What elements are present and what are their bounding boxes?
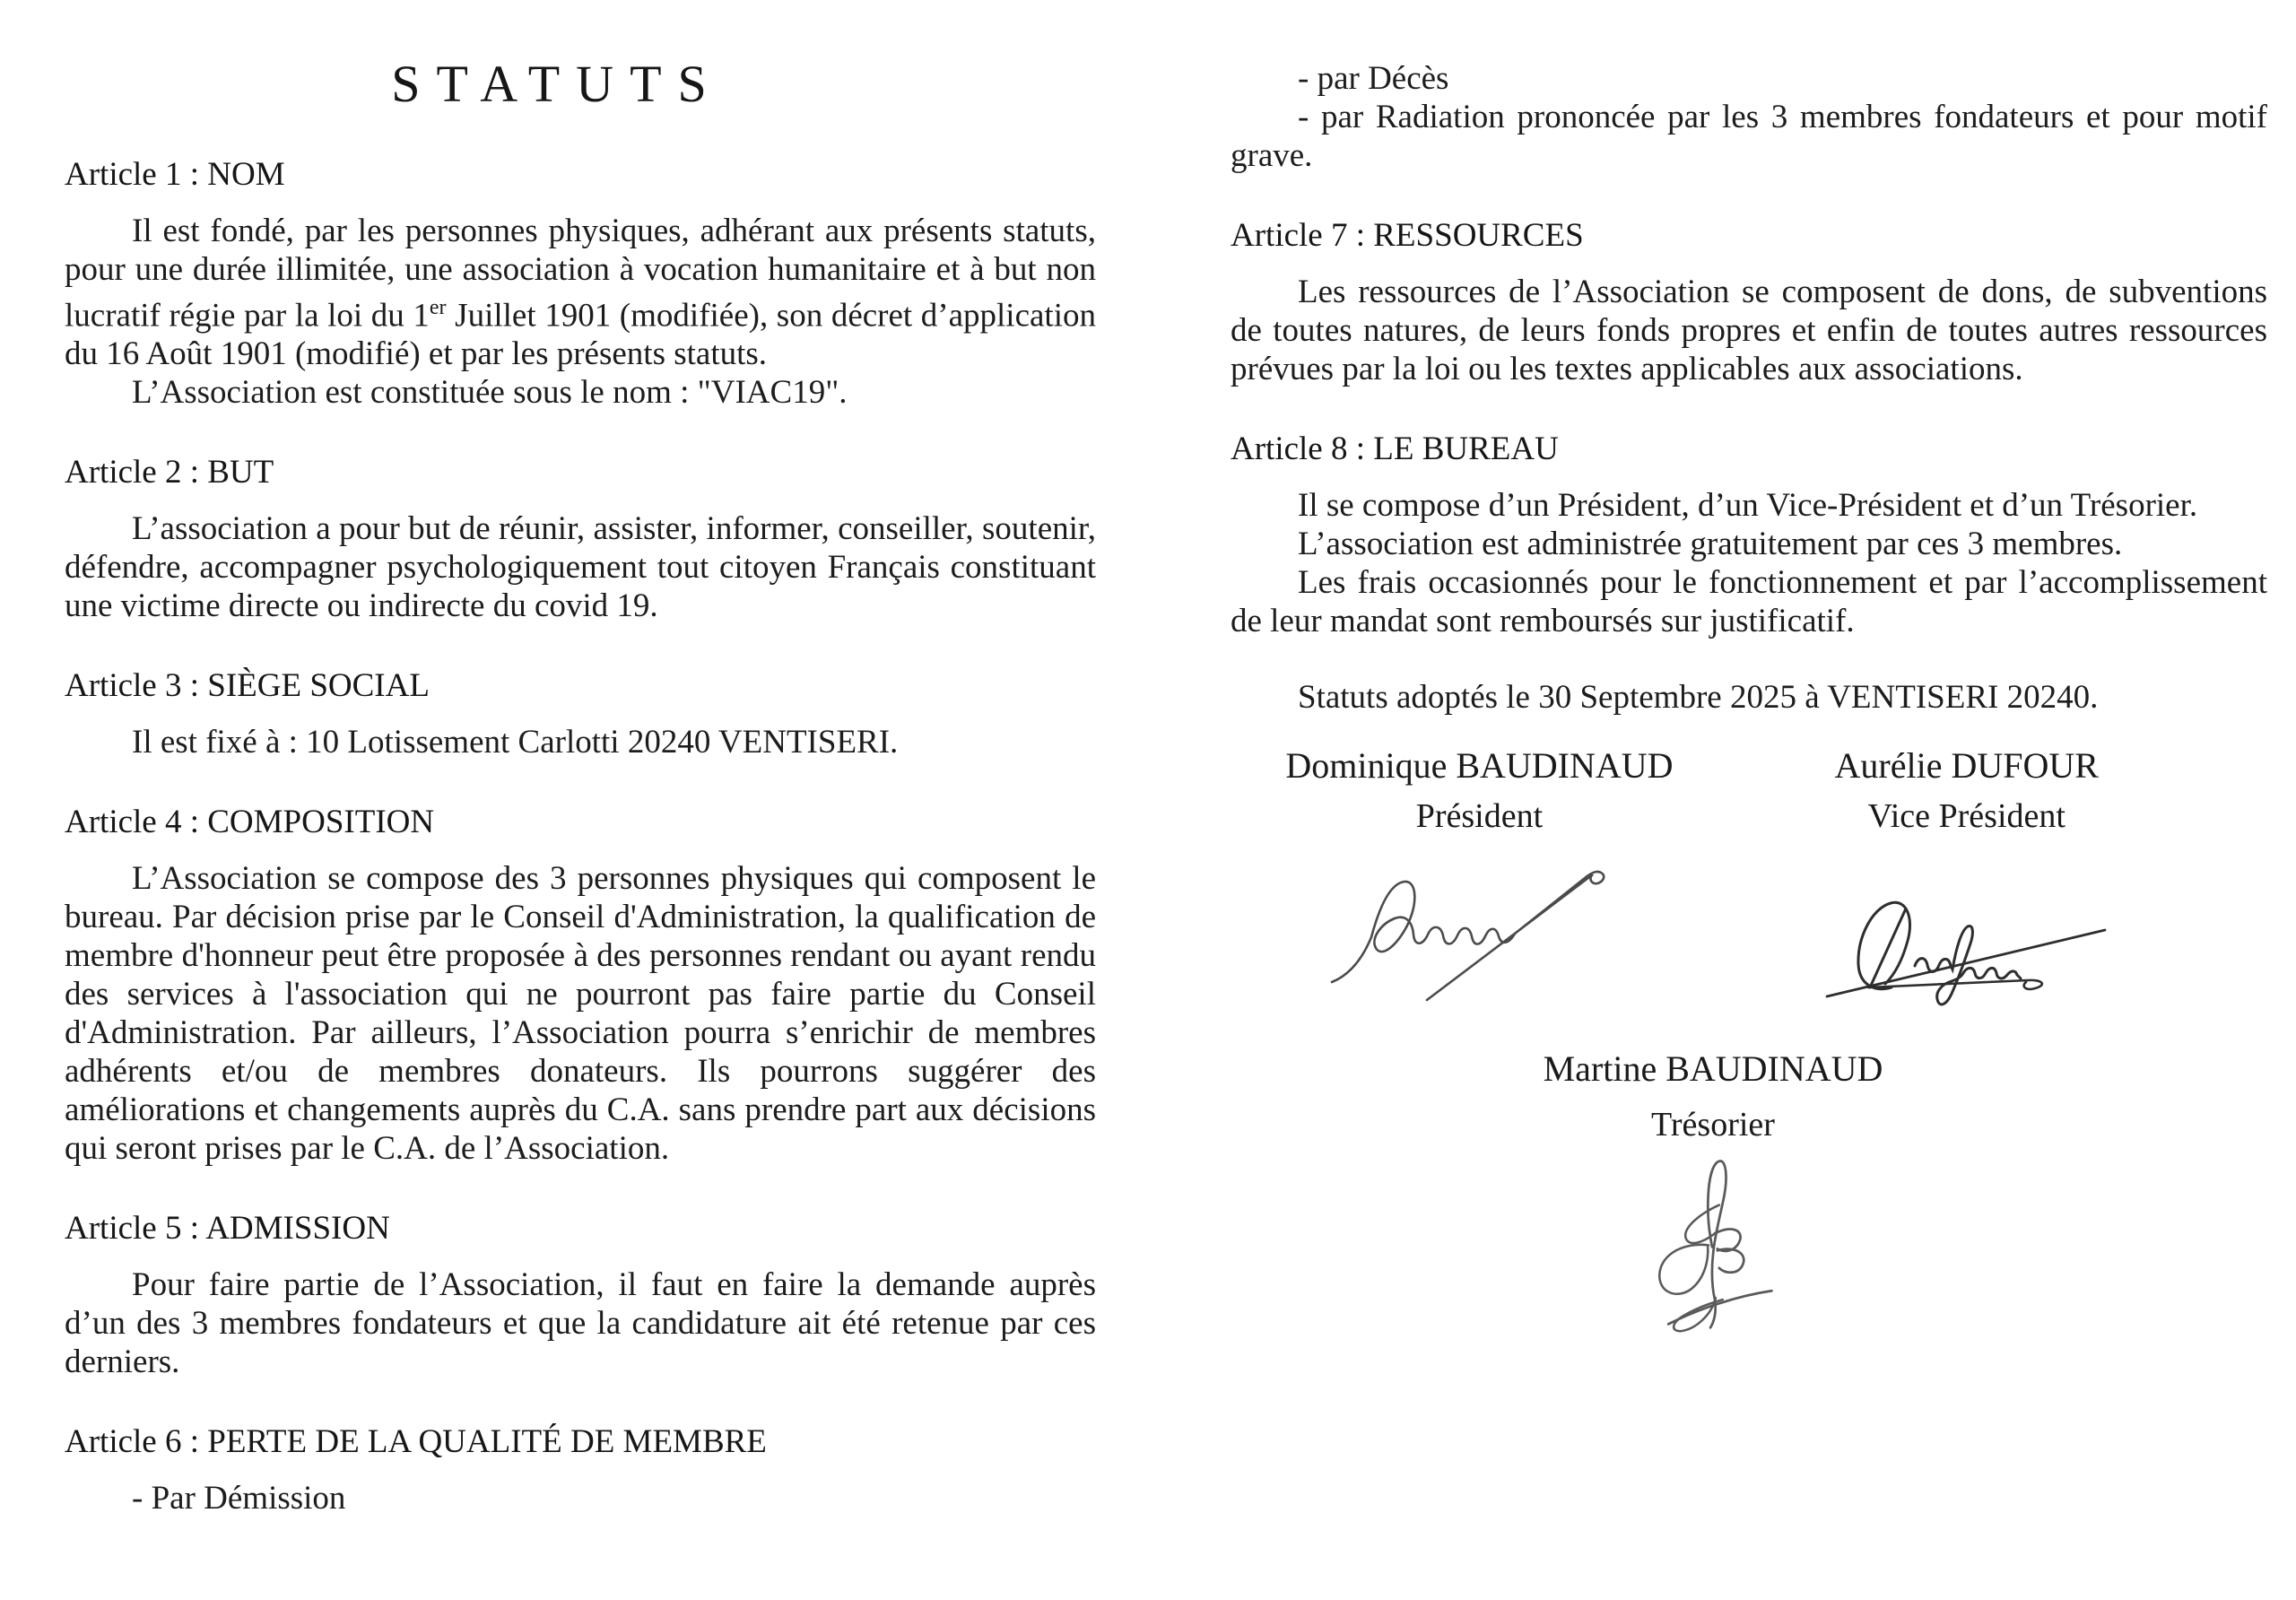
article-7-paragraph: Les ressources de l’Association se composent de dons, de subventions de toutes natures, de leurs fonds propres et enfin de toutes autres ressources prévues par la loi ou les textes applicables aux associations. <box>1231 274 2267 387</box>
article-8-line-administration: L’association est administrée gratuitement par ces 3 membres. <box>1298 526 2123 562</box>
article-2-paragraph: L’association a pour but de réunir, assister, informer, conseiller, soutenir, défendre, accompagner psychologiquement tout citoyen Français constituant une victime directe ou indirecte du covid 19. <box>65 510 1096 625</box>
signatory-name: Dominique BAUDINAUD <box>1285 745 1674 786</box>
membership-loss-item-radiation: - par Radiation prononcée par les 3 membres fondateurs et pour motif grave. <box>1231 99 2267 174</box>
signatory-role: Vice Président <box>1867 797 2066 835</box>
document-title: STATUTS <box>391 55 723 113</box>
signatory-name: Aurélie DUFOUR <box>1834 745 2099 786</box>
signature-row <box>1231 743 2267 1011</box>
article-3-heading: Article 3 : SIÈGE SOCIAL <box>65 667 430 705</box>
article-6-heading: Article 6 : PERTE DE LA QUALITÉ DE MEMBRE <box>65 1423 767 1461</box>
tresorier-signature-block <box>1231 1047 2267 1339</box>
article-4-paragraph: L’Association se compose des 3 personnes physiques qui composent le bureau. Par décision prise par le Conseil d'Administration, la qualification de membre d'honneur peut être proposée à des personnes rendant ou ayant rendu des services à l'association qui ne pourront pas faire partie du Conseil d'Administration. Par ailleurs, l’Association pourra s’enrichir de membres adhérents et/ou de membres donateurs. Ils pourrons suggérer des améliorations et changements auprès du C.A. sans prendre part aux décisions qui seront prises par le C.A. de l’Association. <box>65 860 1096 1168</box>
dominique-baudinaud-signature-icon <box>1325 848 1634 1004</box>
article-8-heading: Article 8 : LE BUREAU <box>1231 430 1559 467</box>
article-4-heading: Article 4 : COMPOSITION <box>65 804 435 841</box>
article-1-text-start: Il est fondé, par les personnes physiques, adhérant aux présents statuts, pour une durée illimitée, une association à vocation humanitaire et à but non lucratif régie par la loi du 1 <box>65 213 1096 335</box>
membership-loss-item-deces: - par Décès <box>1298 60 1449 97</box>
article-7-heading: Article 7 : RESSOURCES <box>1231 217 1584 254</box>
vice-president-signature-block <box>1728 743 2205 1011</box>
adoption-statement: Statuts adoptés le 30 Septembre 2025 à VENTISERI 20240. <box>1298 679 2099 716</box>
article-5-heading: Article 5 : ADMISSION <box>65 1210 390 1248</box>
article-8-line-frais: Les frais occasionnés pour le fonctionnement et par l’accomplissement de leur mandat sont remboursés sur justificatif. <box>1231 564 2267 639</box>
signatory-name: Martine BAUDINAUD <box>1543 1048 1883 1089</box>
signatory-role: Trésorier <box>1651 1106 1775 1143</box>
ordinal-superscript: er <box>429 296 447 319</box>
left-column <box>65 0 1096 1517</box>
membership-loss-item-demission: - Par Démission <box>132 1480 346 1517</box>
article-5-paragraph: Pour faire partie de l’Association, il faut en faire la demande auprès d’un des 3 membres fondateurs et que la candidature ait été retenue par ces derniers. <box>65 1266 1096 1381</box>
right-column <box>1231 0 2267 1339</box>
article-1-name-line: L’Association est constituée sous le nom : "VIAC19". <box>132 374 848 412</box>
president-signature-block <box>1231 743 1728 1011</box>
article-2-heading: Article 2 : BUT <box>65 454 274 491</box>
article-3-paragraph: Il est fixé à : 10 Lotissement Carlotti 20240 VENTISERI. <box>132 724 899 761</box>
martine-baudinaud-signature-icon <box>1637 1151 1789 1339</box>
article-1-paragraph <box>65 212 1096 373</box>
aurelie-dufour-signature-icon <box>1814 876 2119 1011</box>
article-1-heading: Article 1 : NOM <box>65 156 285 193</box>
article-1-text-end: Juillet 1901 (modifiée), son décret d’application du 16 Août 1901 (modifié) et par les présents statuts. <box>65 297 1096 373</box>
article-8-line-composition: Il se compose d’un Président, d’un Vice-Président et d’un Trésorier. <box>1298 487 2198 524</box>
article-6-continuation <box>1231 59 2267 175</box>
signatory-role: Président <box>1415 797 1544 835</box>
